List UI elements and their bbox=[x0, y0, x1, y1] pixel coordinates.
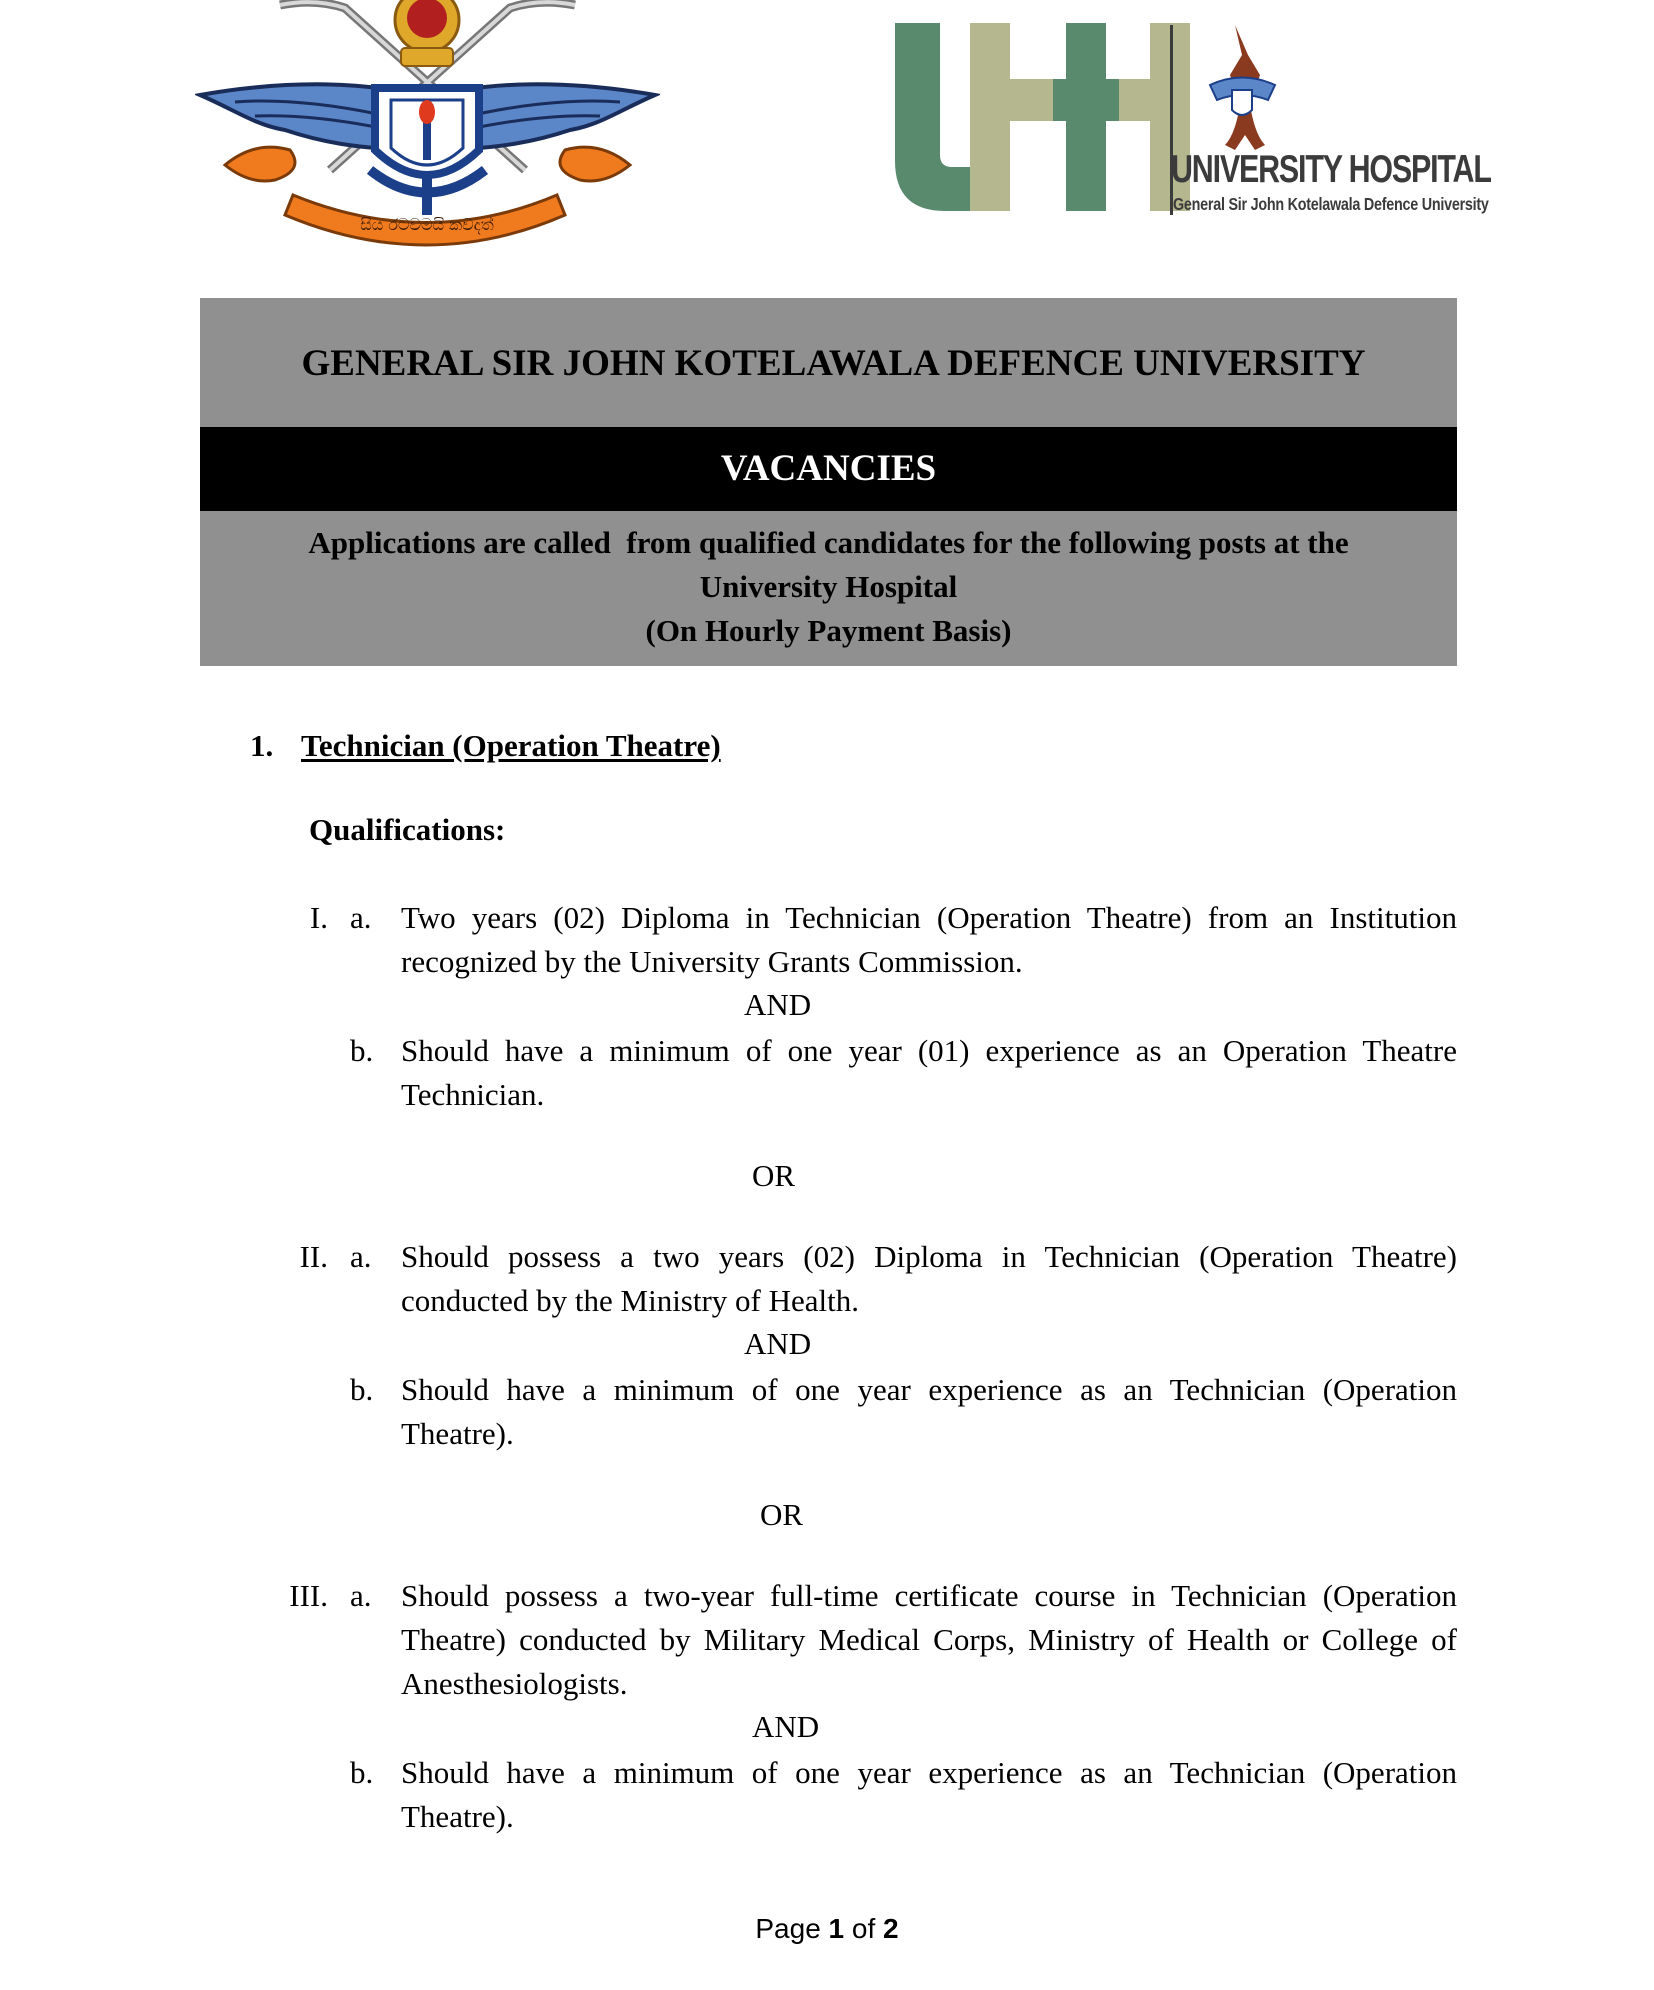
option-ii-b-text: Should have a minimum of one year experience as an Technician (Operation Theatre). bbox=[401, 1372, 1457, 1451]
intro-line-3: (On Hourly Payment Basis) bbox=[645, 613, 1012, 648]
footer-total-pages: 2 bbox=[883, 1913, 899, 1944]
option-i-a-label: a. bbox=[350, 900, 372, 935]
option-iii-b-label: b. bbox=[350, 1755, 374, 1790]
option-i-and: AND bbox=[744, 987, 812, 1022]
option-i-a-text: Two years (02) Diploma in Technician (Operation Theatre) from an Institution recognized by the University Grants Commission. bbox=[401, 900, 1457, 979]
or-separator-2: OR bbox=[760, 1497, 804, 1532]
option-i-b-text: Should have a minimum of one year (01) experience as an Operation Theatre Technician. bbox=[401, 1033, 1457, 1112]
intro-line-2: University Hospital bbox=[699, 569, 958, 604]
option-iii-a-label: a. bbox=[350, 1578, 372, 1613]
crest-motto: සිය රටවමයි කවදත් bbox=[360, 215, 494, 234]
option-ii-a-label: a. bbox=[350, 1239, 372, 1274]
vacancies-band: VACANCIES bbox=[200, 427, 1457, 511]
qualifications-label: Qualifications: bbox=[309, 812, 506, 847]
kdu-crest-logo bbox=[195, 0, 660, 250]
option-ii-numeral: II. bbox=[299, 1239, 328, 1274]
option-ii-b-label: b. bbox=[350, 1372, 374, 1407]
option-i-numeral: I. bbox=[309, 900, 328, 935]
intro-text bbox=[200, 521, 1457, 653]
footer-middle: of bbox=[844, 1913, 884, 1944]
footer-prefix: Page bbox=[755, 1913, 829, 1944]
option-i-b-label: b. bbox=[350, 1033, 374, 1068]
section-number: 1. bbox=[250, 728, 274, 763]
or-separator-1: OR bbox=[752, 1158, 796, 1193]
option-iii-b-text: Should have a minimum of one year experience as an Technician (Operation Theatre). bbox=[401, 1755, 1457, 1834]
option-iii-a-text: Should possess a two-year full-time certificate course in Technician (Operation Theatre) conducted by Military Medical Corps, Ministry of Health or College of Anesthesiologists. bbox=[401, 1578, 1457, 1701]
uh-logo-subtitle: General Sir John Kotelawala Defence University bbox=[1173, 194, 1489, 214]
footer-current-page: 1 bbox=[828, 1913, 845, 1944]
section-title bbox=[250, 728, 721, 764]
uh-logo-title: UNIVERSITY HOSPITAL bbox=[1171, 148, 1491, 191]
option-iii-and: AND bbox=[752, 1709, 820, 1744]
page-footer bbox=[0, 1913, 1654, 1945]
university-title: GENERAL SIR JOHN KOTELAWALA DEFENCE UNIVERSITY bbox=[301, 343, 1366, 384]
option-iii-numeral: III. bbox=[289, 1578, 328, 1613]
intro-line-1: Applications are called from qualified candidates for the following posts at the bbox=[308, 525, 1349, 560]
section-title-text: Technician (Operation Theatre) bbox=[301, 728, 721, 763]
option-ii-and: AND bbox=[744, 1326, 812, 1361]
option-ii-a-text: Should possess a two years (02) Diploma in Technician (Operation Theatre) conducted by the Ministry of Health. bbox=[401, 1239, 1457, 1318]
